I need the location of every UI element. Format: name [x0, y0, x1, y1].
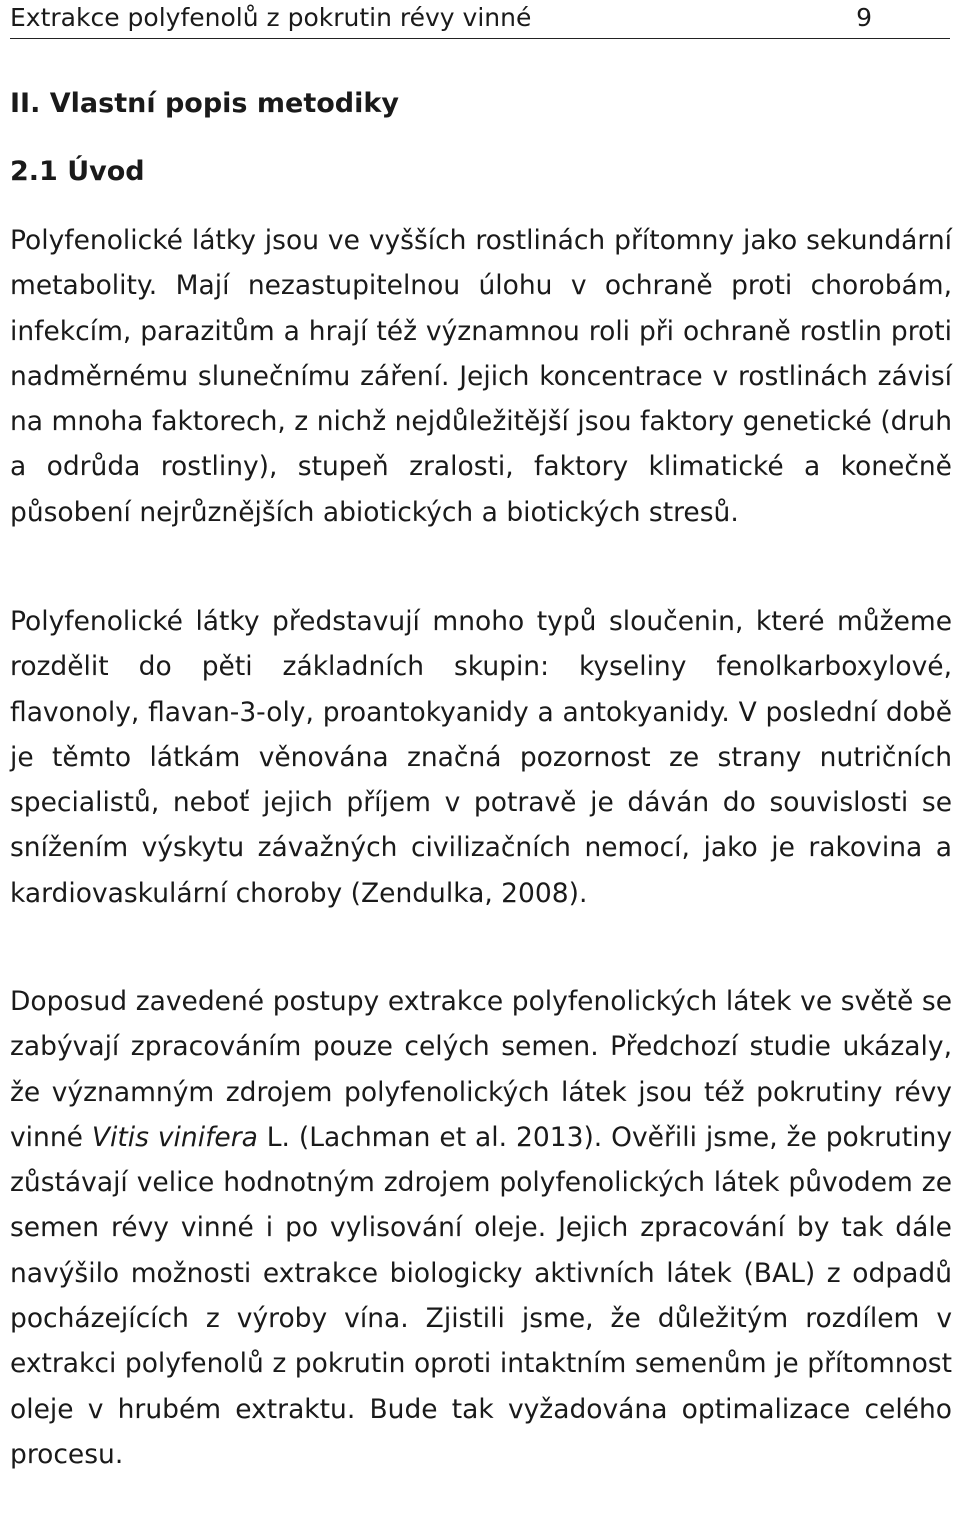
- section-heading: 2.1 Úvod: [10, 156, 145, 187]
- species-name: Vitis vinifera: [91, 1121, 258, 1153]
- running-header: [10, 0, 950, 39]
- paragraph-1: Polyfenolické látky jsou ve vyšších rostlinách přítomny jako sekundární metabolity. Mají nezastupitelnou úlohu v ochraně proti chorobám, infekcím, parazitům a hrají též významnou roli při ochraně rostlin proti nadměrnému slunečnímu záření. Jejich koncentrace v rostlinách závisí na mnoha faktorech, z nichž nejdůležitější jsou faktory genetické (druh a odrůda rostliny), stupeň zralosti, faktory klimatické a konečně působení nejrůznějších abiotických a biotických stresů.: [10, 225, 952, 528]
- page-number: 9: [856, 3, 872, 32]
- paragraph-3-start: Doposud zavedené postupy extrakce polyfenolických látek ve světě se zabývají zpracováním pouze celých semen. Předchozí studie ukázaly, že významným zdrojem polyfenolických látek jsou též pokrutiny révy vinné: [10, 986, 952, 1153]
- header-title: Extrakce polyfenolů z pokrutin révy vinné: [10, 3, 532, 32]
- paragraph-3: [10, 979, 952, 1477]
- chapter-heading: II. Vlastní popis metodiky: [10, 88, 399, 119]
- paragraph-3-end: L. (Lachman et al. 2013). Ověřili jsme, že pokrutiny zůstávají velice hodnotným zdrojem polyfenolických látek původem ze semen révy vinné i po vylisování oleje. Jejich zpracování by tak dále navýšilo možnosti extrakce biologicky aktivních látek (BAL) z odpadů pocházejících z výroby vína. Zjistili jsme, že důležitým rozdílem v extrakci polyfenolů z pokrutin oproti intaktním semenům je přítomnost oleje v hrubém extraktu. Bude tak vyžadována optimalizace celého procesu.: [10, 1121, 953, 1470]
- paragraph-2: Polyfenolické látky představují mnoho typů sloučenin, které můžeme rozdělit do pěti základních skupin: kyseliny fenolkarboxylové, flavonoly, flavan-3-oly, proantokyanidy a antokyanidy. V poslední době je těmto látkám věnována značná pozornost ze strany nutričních specialistů, neboť jejich příjem v potravě je dáván do souvislosti se snížením výskytu závažných civilizačních nemocí, jako je rakovina a kardiovaskulární choroby (Zendulka, 2008).: [10, 606, 952, 909]
